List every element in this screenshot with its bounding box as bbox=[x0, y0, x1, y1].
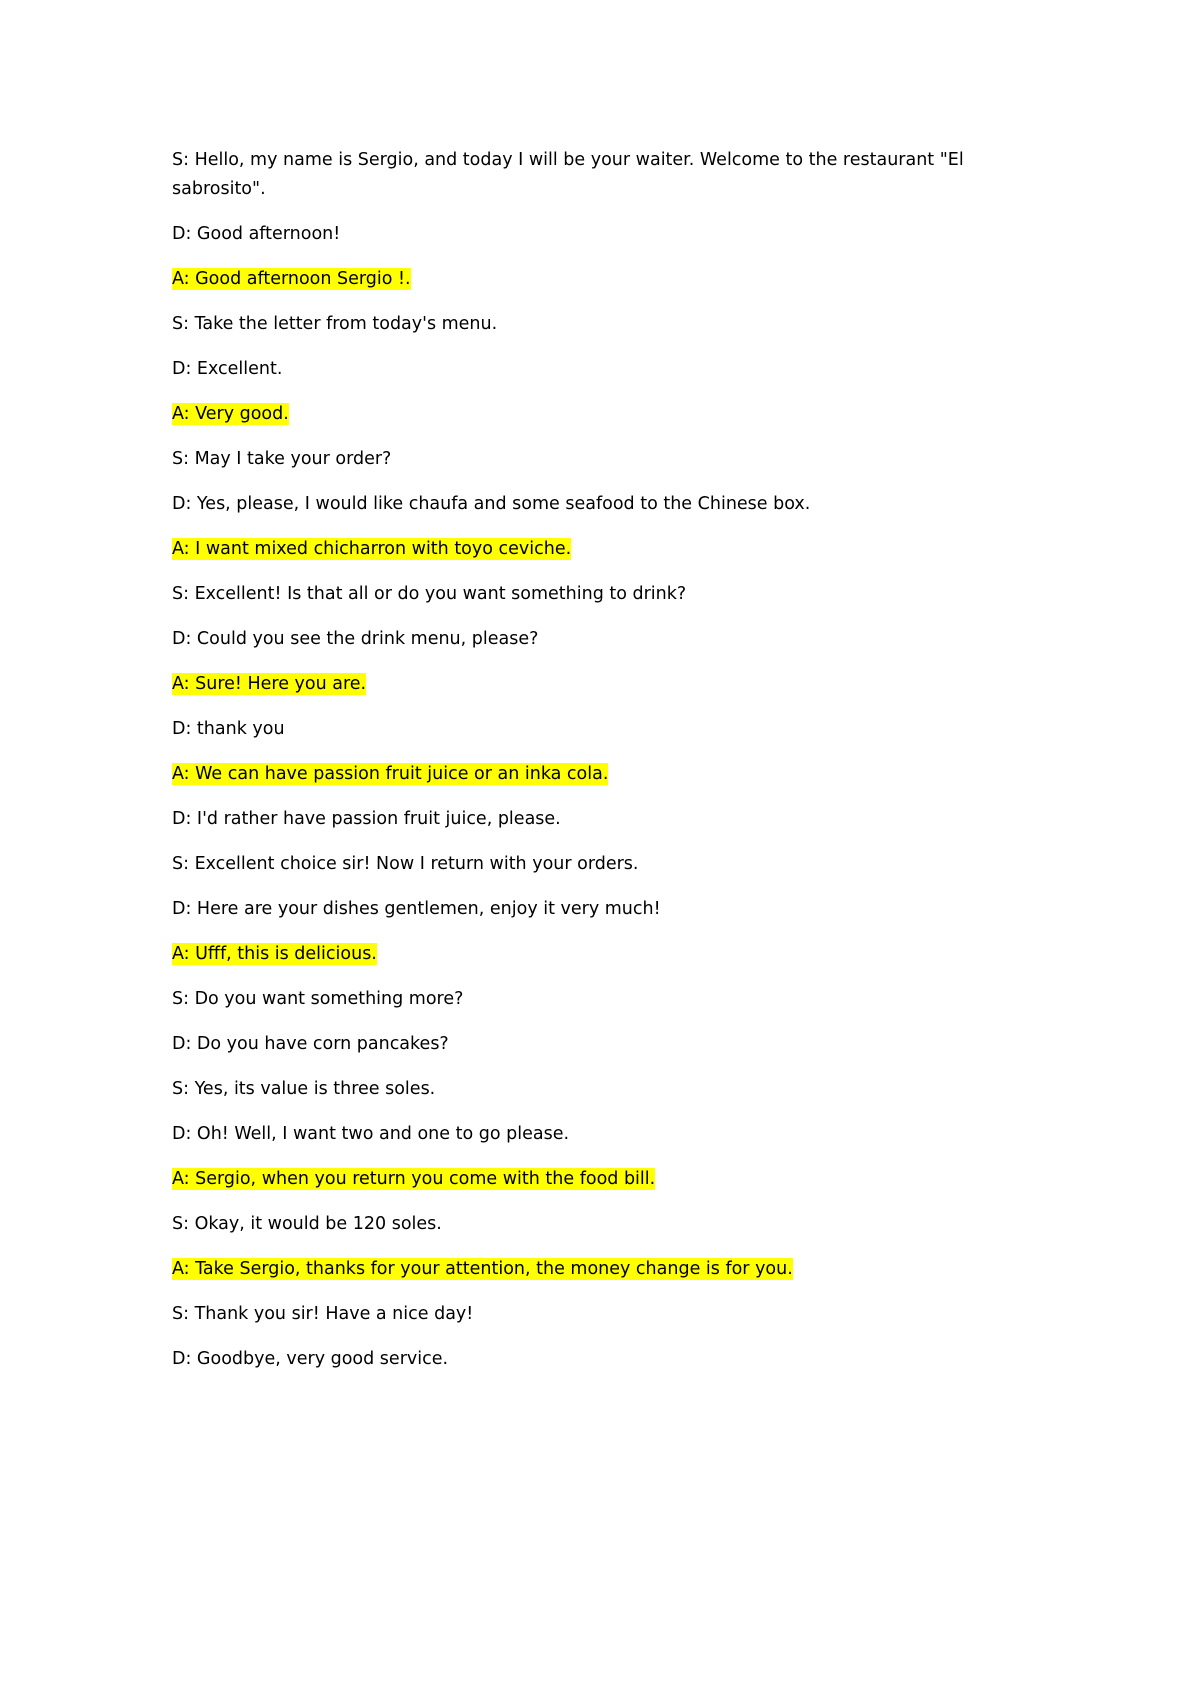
dialogue-line bbox=[172, 220, 1002, 249]
highlighted-dialogue-line bbox=[172, 670, 1002, 699]
dialogue-line-text: D: Excellent. bbox=[172, 359, 283, 379]
dialogue-line bbox=[172, 1030, 1002, 1059]
dialogue-line-text: S: Hello, my name is Sergio, and today I will be your waiter. Welcome to the restaurant "El sabrosito". bbox=[172, 150, 964, 199]
dialogue-line-text: A: Take Sergio, thanks for your attention, the money change is for you. bbox=[172, 1259, 793, 1279]
dialogue-line-text: A: Ufff, this is delicious. bbox=[172, 944, 377, 964]
dialogue-line-text: S: Do you want something more? bbox=[172, 989, 464, 1009]
dialogue-line bbox=[172, 1345, 1002, 1374]
dialogue-line bbox=[172, 715, 1002, 744]
dialogue-line bbox=[172, 1120, 1002, 1149]
dialogue-line-text: S: May I take your order? bbox=[172, 449, 392, 469]
dialogue-body bbox=[172, 146, 1002, 1390]
dialogue-line bbox=[172, 1300, 1002, 1329]
dialogue-line-text: D: Oh! Well, I want two and one to go please. bbox=[172, 1124, 570, 1144]
dialogue-line-text: A: We can have passion fruit juice or an inka cola. bbox=[172, 764, 609, 784]
dialogue-line bbox=[172, 895, 1002, 924]
dialogue-line-text: D: thank you bbox=[172, 719, 285, 739]
dialogue-line-text: D: Could you see the drink menu, please? bbox=[172, 629, 539, 649]
dialogue-line-text: A: Sure! Here you are. bbox=[172, 674, 367, 694]
dialogue-line-text: A: Very good. bbox=[172, 404, 289, 424]
highlighted-dialogue-line bbox=[172, 1255, 1002, 1284]
highlighted-dialogue-line bbox=[172, 535, 1002, 564]
dialogue-line-text: A: Sergio, when you return you come with the food bill. bbox=[172, 1169, 656, 1189]
dialogue-line-text: A: Good afternoon Sergio !. bbox=[172, 269, 411, 289]
dialogue-line-text: S: Take the letter from today's menu. bbox=[172, 314, 498, 334]
dialogue-line-text: S: Yes, its value is three soles. bbox=[172, 1079, 436, 1099]
dialogue-line-text: S: Excellent choice sir! Now I return with your orders. bbox=[172, 854, 639, 874]
dialogue-line-text: S: Thank you sir! Have a nice day! bbox=[172, 1304, 474, 1324]
dialogue-line-text: D: Goodbye, very good service. bbox=[172, 1349, 449, 1369]
dialogue-line bbox=[172, 805, 1002, 834]
highlighted-dialogue-line bbox=[172, 265, 1002, 294]
dialogue-line-text: A: I want mixed chicharron with toyo ceviche. bbox=[172, 539, 572, 559]
dialogue-line-text: D: Good afternoon! bbox=[172, 224, 341, 244]
dialogue-line-text: D: Here are your dishes gentlemen, enjoy it very much! bbox=[172, 899, 661, 919]
dialogue-line bbox=[172, 445, 1002, 474]
dialogue-line bbox=[172, 310, 1002, 339]
dialogue-line-text: D: Do you have corn pancakes? bbox=[172, 1034, 449, 1054]
dialogue-line-text: S: Excellent! Is that all or do you want something to drink? bbox=[172, 584, 687, 604]
dialogue-line bbox=[172, 1210, 1002, 1239]
highlighted-dialogue-line bbox=[172, 400, 1002, 429]
dialogue-line-text: S: Okay, it would be 120 soles. bbox=[172, 1214, 442, 1234]
highlighted-dialogue-line bbox=[172, 1165, 1002, 1194]
highlighted-dialogue-line bbox=[172, 760, 1002, 789]
dialogue-line-text: D: Yes, please, I would like chaufa and some seafood to the Chinese box. bbox=[172, 494, 811, 514]
dialogue-line bbox=[172, 850, 1002, 879]
dialogue-line bbox=[172, 1075, 1002, 1104]
dialogue-line-text: D: I'd rather have passion fruit juice, please. bbox=[172, 809, 561, 829]
dialogue-line bbox=[172, 580, 1002, 609]
highlighted-dialogue-line bbox=[172, 940, 1002, 969]
dialogue-line bbox=[172, 146, 1002, 204]
dialogue-line bbox=[172, 625, 1002, 654]
dialogue-line bbox=[172, 490, 1002, 519]
dialogue-line bbox=[172, 985, 1002, 1014]
dialogue-line bbox=[172, 355, 1002, 384]
